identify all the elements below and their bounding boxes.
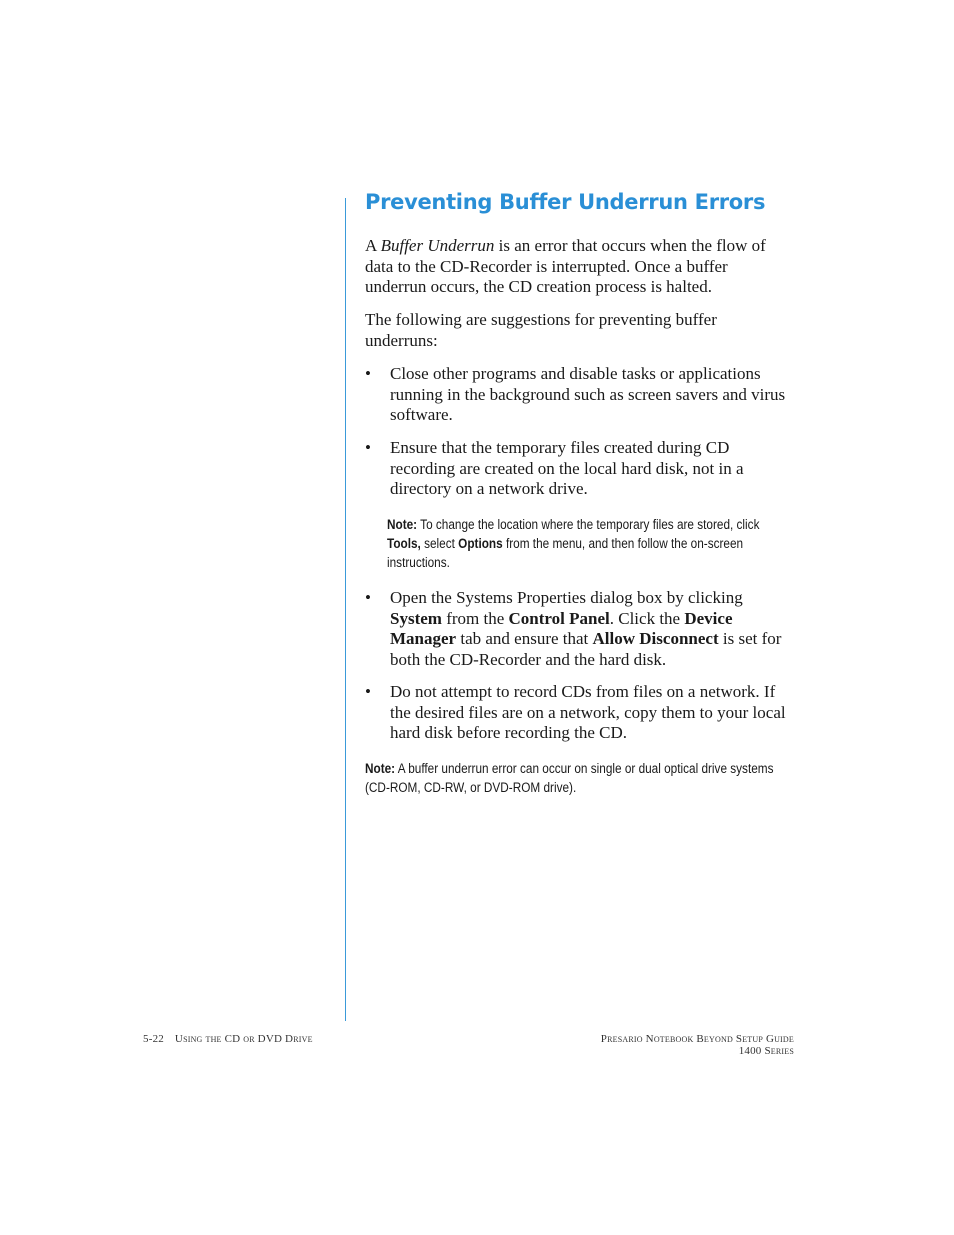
note-text: select <box>420 536 459 551</box>
note-temporary-files <box>387 515 792 572</box>
chapter-title: Using the CD or DVD Drive <box>174 1033 313 1045</box>
bullet-icon: • <box>365 588 371 607</box>
note-menu-tools: Tools, <box>387 536 421 551</box>
note-label: Note: <box>387 517 418 532</box>
list-item-text: Ensure that the temporary files created during CD recording are created on the local hard disk, not in a directory on a network drive. <box>390 438 744 498</box>
note-text: To change the location where the temporary files are stored, click <box>417 517 760 532</box>
list-item-text: Close other programs and disable tasks or applications running in the background such as screen savers and virus software. <box>390 364 786 424</box>
text-run: tab and ensure that <box>456 629 593 648</box>
note-menu-options: Options <box>458 536 503 551</box>
text-run: Open the Systems Properties dialog box by clicking <box>390 588 743 607</box>
book-title: Presario Notebook Beyond Setup Guide <box>600 1033 794 1045</box>
note-text: A buffer underrun error can occur on single or dual optical drive systems (CD-ROM, CD-RW, or DVD-ROM drive). <box>365 761 774 795</box>
list-item-text <box>390 588 793 670</box>
intro-pre: A <box>365 236 381 255</box>
bullet-icon: • <box>365 682 371 701</box>
ui-term-control-panel: Control Panel <box>508 608 610 628</box>
list-item-text: Do not attempt to record CDs from files on a network. If the desired files are on a network, copy them to your local hard disk before recording the CD. <box>390 682 786 742</box>
note-optical-drive <box>365 759 779 797</box>
text-run: . Click the <box>609 608 685 628</box>
text-run: from the <box>441 608 509 628</box>
intro-paragraph <box>365 236 793 298</box>
vertical-rule <box>345 198 346 1021</box>
intro-post: is an error that occurs when the flow of data to the CD-Recorder is interrupted. Once a buffer underrun occurs, the CD creation process is halted. <box>365 236 766 296</box>
section-heading: Preventing Buffer Underrun Errors <box>365 190 766 214</box>
note-text: from the menu, and then follow the on-screen instructions. <box>387 536 744 570</box>
suggestions-intro <box>365 310 793 351</box>
ui-term-system: System <box>390 608 442 628</box>
ui-term-allow-disconnect: Allow Disconnect <box>592 629 719 648</box>
text-run: is set for both the CD-Recorder and the hard disk. <box>390 629 782 669</box>
note-label: Note: <box>365 761 396 776</box>
suggestions-intro-text: The following are suggestions for preventing buffer underruns: <box>365 310 717 350</box>
series-name: 1400 Series <box>738 1045 794 1057</box>
bullet-icon: • <box>365 438 371 457</box>
page-number: 5-22 <box>143 1033 164 1045</box>
intro-term: Buffer Underrun <box>380 236 495 255</box>
footer-left <box>143 1033 313 1045</box>
bullet-icon: • <box>365 364 371 383</box>
footer-right <box>601 1033 794 1057</box>
ui-term-device-manager: Device Manager <box>390 608 733 648</box>
